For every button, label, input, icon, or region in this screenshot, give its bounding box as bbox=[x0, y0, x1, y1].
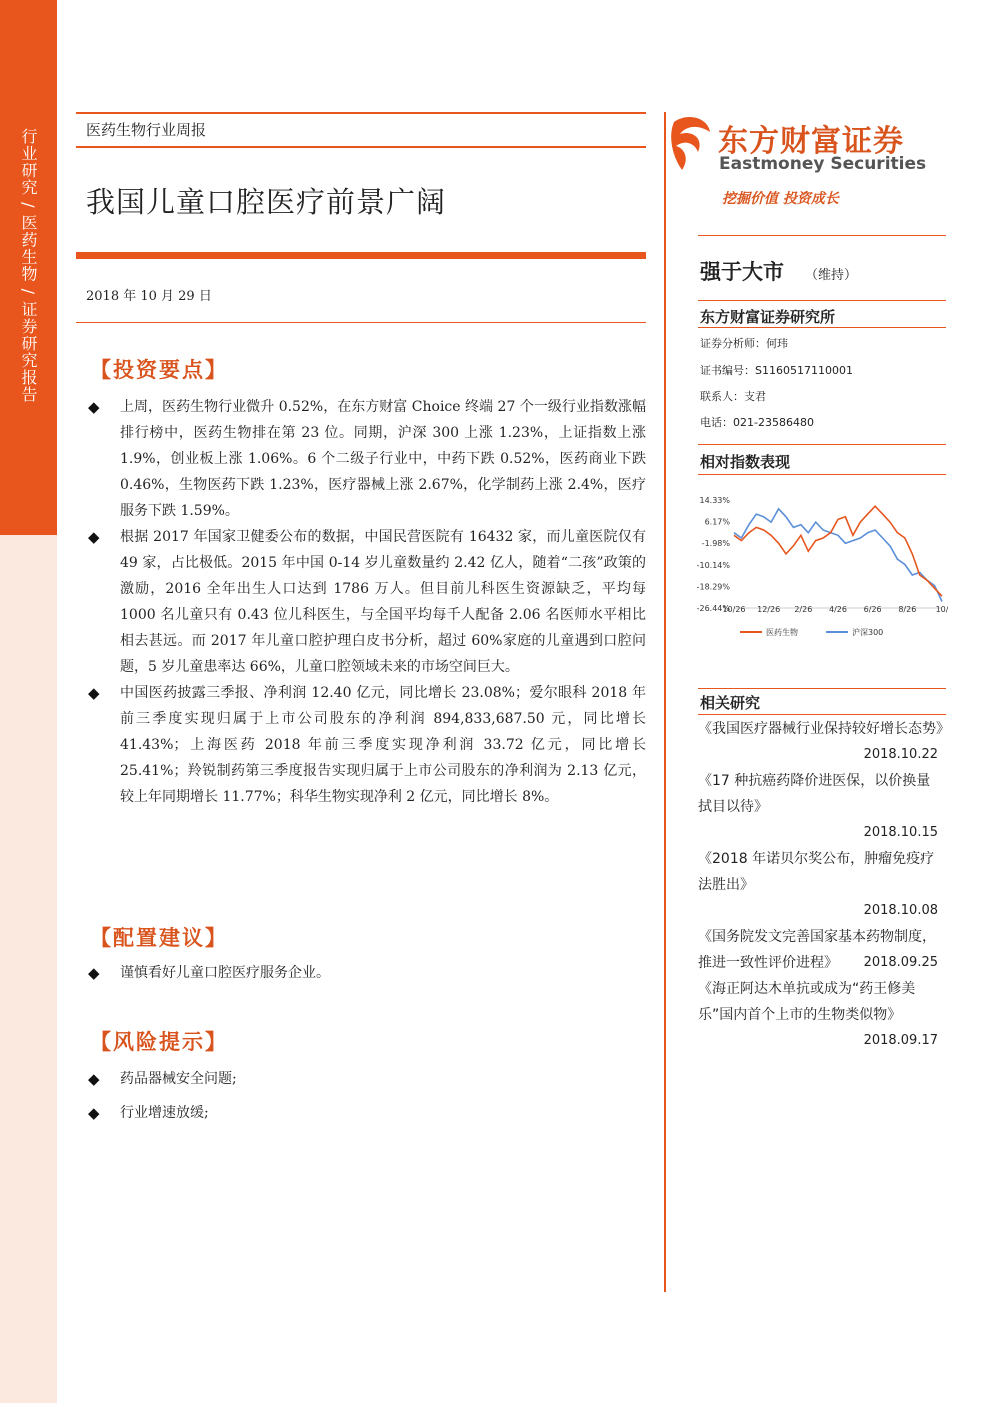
related-item-title[interactable]: 《2018 年诺贝尔奖公布，肿瘤免疫疗法胜出》 bbox=[698, 851, 935, 893]
contact-person: 联系人：支君 bbox=[700, 390, 766, 403]
divider bbox=[698, 688, 946, 689]
list-item: ◆ 药品器械安全问题; bbox=[86, 1066, 646, 1092]
diamond-bullet-icon: ◆ bbox=[88, 1070, 100, 1088]
list-item: ◆ 中国医药披露三季报、净利润 12.40 亿元，同比增长 23.08%；爱尔眼科 2018 年前三季度实现归属于上市公司股东的净利润 894,833,687.50 元，同比增长 41.43%；上海医药 2018 年前三季度实现净利润 33.72 亿元，同比增长 25.41%；羚锐制药第三季度报告实现归属于上市公司股东的净利润为 2.13 亿元，较上年同期增长 11.77%；科华生物实现净利 2 亿元，同比增长 8%。 bbox=[86, 680, 646, 810]
related-item-title[interactable]: 《国务院发文完善国家基本药物制度，推进一致性评价进程》 bbox=[698, 929, 936, 971]
analyst: 证券分析师：何玮 bbox=[700, 337, 788, 350]
y-tick-label: -1.98% bbox=[701, 539, 730, 549]
section-title-allocation: 【配置建议】 bbox=[90, 926, 228, 950]
x-tick-label: 10/26 bbox=[722, 605, 746, 614]
eastmoney-logo-icon bbox=[668, 112, 714, 174]
allocation-list bbox=[86, 960, 646, 986]
y-tick-label: -26.44% bbox=[696, 604, 730, 613]
rating-note: （维持） bbox=[805, 268, 858, 283]
rating-label: 强于大市 bbox=[700, 260, 784, 284]
investment-list bbox=[86, 394, 646, 810]
list-item: ◆ 根据 2017 年国家卫健委公布的数据，中国民营医院有 16432 家，而儿童医院仅有 49 家，占比极低。2015 年中国 0-14 岁儿童数量约 2.42 亿人，随着“二孩”政策的激励，2016 全年出生人口达到 1786 万人。但目前儿科医生资源缺乏，平均每 1000 名儿童只有 0.43 位儿科医生，与全国平均每千人配备 2.06 名医师水平相比相去甚远。而 2017 年儿童口腔护理白皮书分析，超过 60%家庭的儿童遇到口腔问题，5 岁儿童患率达 66%，儿童口腔领域未来的市场空间巨大。 bbox=[86, 524, 646, 680]
legend-label: 沪深300 bbox=[852, 628, 884, 637]
x-tick-label: 2/26 bbox=[794, 605, 813, 614]
section-title-investment: 【投资要点】 bbox=[90, 358, 228, 382]
brand-slogan: 挖掘价值 投资成长 bbox=[722, 191, 839, 207]
related-research-list bbox=[698, 716, 950, 1054]
title-bar bbox=[76, 252, 646, 259]
brand-name-en: Eastmoney Securities bbox=[719, 154, 927, 174]
relative-index-chart bbox=[690, 490, 948, 650]
report-type: 医药生物行业周报 bbox=[86, 121, 207, 139]
cert-number: 证书编号：S1160517110001 bbox=[700, 364, 853, 377]
related-item-title[interactable]: 《海正阿达木单抗或成为“药王修美乐”国内首个上市的生物类似物》 bbox=[698, 981, 916, 1023]
column-divider bbox=[664, 112, 666, 1292]
divider bbox=[698, 235, 946, 236]
related-item-title[interactable]: 《我国医疗器械行业保持较好增长态势》 bbox=[698, 721, 950, 737]
report-date: 2018 年 10 月 29 日 bbox=[86, 289, 212, 304]
legend-label: 医药生物 bbox=[766, 628, 798, 637]
section-title-risk: 【风险提示】 bbox=[90, 1030, 228, 1054]
list-item: ◆ 上周，医药生物行业微升 0.52%，在东方财富 Choice 终端 27 个一级行业指数涨幅排行榜中，医药生物排在第 23 位。同期，沪深 300 上涨 1.23%，上证指数上涨 1.9%，创业板上涨 1.06%。6 个二级子行业中，中药下跌 0.52%，医药商业下跌 0.46%，生物医药下跌 1.23%，医疗器械上涨 2.67%，化学制药上涨 2.4%，医疗服务下跌 1.59%。 bbox=[86, 394, 646, 524]
related-item-title[interactable]: 《17 种抗癌药降价进医保，以价换量拭目以待》 bbox=[698, 773, 931, 815]
divider bbox=[698, 327, 946, 328]
divider bbox=[698, 444, 946, 445]
related-item-date: 2018.09.17 bbox=[863, 1033, 938, 1048]
x-tick-label: 6/26 bbox=[863, 605, 882, 614]
divider bbox=[698, 714, 946, 715]
y-tick-label: 6.17% bbox=[704, 517, 730, 527]
diamond-bullet-icon: ◆ bbox=[88, 964, 100, 982]
diamond-bullet-icon: ◆ bbox=[88, 528, 100, 546]
header-rule-top bbox=[76, 112, 646, 114]
divider bbox=[698, 474, 946, 475]
list-item: ◆ 谨慎看好儿童口腔医疗服务企业。 bbox=[86, 960, 646, 986]
y-tick-label: -10.14% bbox=[696, 560, 730, 570]
diamond-bullet-icon: ◆ bbox=[88, 398, 100, 416]
related-title: 相关研究 bbox=[700, 694, 761, 712]
x-tick-label: 12/26 bbox=[757, 605, 781, 614]
sidebar-label: 行业研究 / 医药生物 / 证券研究报告 bbox=[19, 128, 38, 404]
list-item: ◆ 行业增速放缓; bbox=[86, 1100, 646, 1126]
series-line-pharma bbox=[734, 506, 942, 596]
divider bbox=[698, 300, 946, 301]
risk-list bbox=[86, 1066, 646, 1126]
series-line-hs300 bbox=[734, 509, 942, 602]
y-tick-label: 14.33% bbox=[699, 496, 730, 505]
y-tick-label: -18.29% bbox=[696, 582, 730, 592]
chart-svg bbox=[690, 490, 948, 650]
date-rule bbox=[76, 322, 646, 323]
related-item-date: 2018.10.22 bbox=[863, 747, 938, 762]
institute-name: 东方财富证券研究所 bbox=[700, 308, 836, 326]
page-title: 我国儿童口腔医疗前景广阔 bbox=[86, 185, 447, 219]
chart-title: 相对指数表现 bbox=[700, 453, 791, 471]
phone: 电话：021-23586480 bbox=[700, 416, 814, 429]
x-tick-label: 8/26 bbox=[898, 605, 917, 614]
sidebar-band bbox=[0, 0, 57, 535]
related-item-date: 2018.10.15 bbox=[863, 825, 938, 840]
related-item-date: 2018.10.08 bbox=[863, 903, 938, 918]
x-tick-label: 4/26 bbox=[829, 605, 847, 614]
brand-name: 东方财富证券 bbox=[718, 124, 904, 159]
x-tick-label: 10/ bbox=[935, 605, 948, 614]
related-item-date: 2018.09.25 bbox=[863, 955, 938, 970]
diamond-bullet-icon: ◆ bbox=[88, 684, 100, 702]
header-rule-mid bbox=[76, 146, 646, 148]
diamond-bullet-icon: ◆ bbox=[88, 1104, 100, 1122]
sidebar-band-light bbox=[0, 535, 57, 1403]
